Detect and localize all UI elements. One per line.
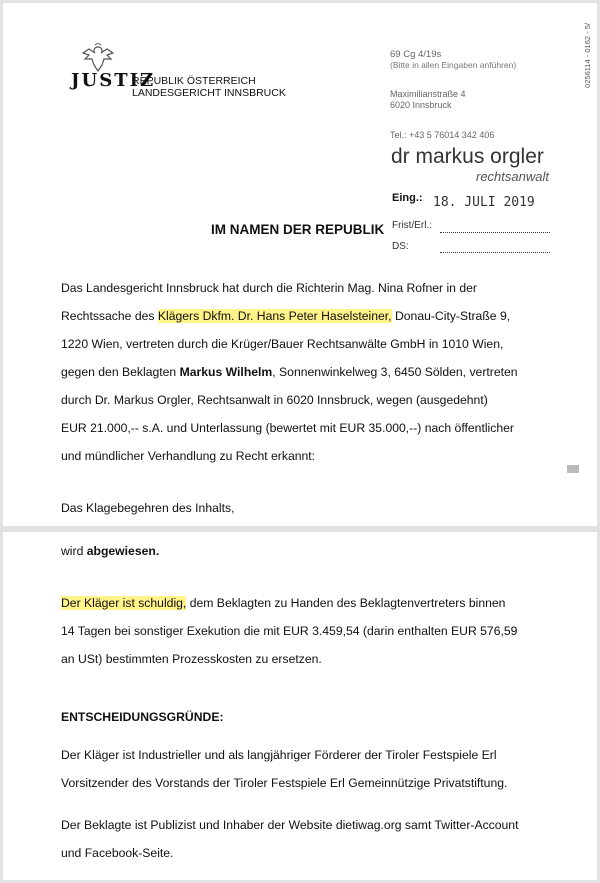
intro-text [61, 309, 510, 323]
intro-prefix: Rechtssache des [61, 309, 158, 323]
costs-line-3: an USt) bestimmten Prozesskosten zu ersetzen. [61, 652, 322, 666]
highlighted-plaintiff: Klägers Dkfm. Dr. Hans Peter Haselsteiner, [157, 309, 392, 323]
intro-text: Das Landesgericht Innsbruck hat durch die Richterin Mag. Nina Rofner in der [61, 281, 477, 295]
intro-suffix: Donau-City-Straße 9, [391, 309, 511, 323]
intro-line-1 [61, 281, 545, 295]
stamp-ds-label: DS: [392, 241, 409, 252]
stamp-ds-line [440, 252, 550, 253]
reasons-p2-line2: und Facebook-Seite. [61, 846, 174, 860]
highlighted-liability: Der Kläger ist schuldig, [61, 596, 187, 610]
stamp-received-date: 18. JULI 2019 [433, 195, 535, 210]
costs-text: dem Beklagten zu Handen des Beklagtenvertreters binnen [186, 596, 506, 610]
intro-line-6: EUR 21.000,-- s.A. und Unterlassung (bewertet mit EUR 35.000,--) nach öffentlicher [61, 421, 514, 435]
defendant-name: Markus Wilhelm [179, 365, 273, 379]
scan-smudge [567, 465, 579, 473]
intro-line-7: und mündlicher Verhandlung zu Recht erkannt: [61, 449, 316, 463]
intro-prefix: gegen den Beklagten [61, 365, 180, 379]
court-phone: Tel.: +43 5 76014 342 406 [390, 130, 495, 140]
costs-line-2: 14 Tagen bei sonstiger Exekution die mit EUR 3.459,54 (darin enthalten EUR 576,59 [61, 624, 518, 638]
intro-line-3: 1220 Wien, vertreten durch die Krüger/Bauer Rechtsanwälte GmbH in 1010 Wien, [61, 337, 504, 351]
case-number-note: (Bitte in allen Eingaben anführen) [390, 60, 517, 70]
intro-line-4 [61, 365, 518, 379]
intro-line-2 [61, 309, 545, 323]
reasons-heading: ENTSCHEIDUNGSGRÜNDE: [61, 710, 224, 724]
document-page-1 [3, 3, 597, 526]
court-address-city: 6020 Innsbruck [390, 100, 452, 110]
costs-line-1 [61, 596, 505, 610]
intro-suffix: , Sonnenwinkelweg 3, 6450 Sölden, vertreten [272, 365, 518, 379]
stamp-lawyer-name: dr markus orgler [391, 145, 544, 168]
stamp-deadline-label: Frist/Erl.: [392, 220, 432, 231]
claim-text: Das Klagebegehren des Inhalts, [61, 501, 235, 515]
intro-line-5: durch Dr. Markus Orgler, Rechtsanwalt in 6020 Innsbruck, wegen (ausgedehnt) [61, 393, 488, 407]
verdict-prefix: wird [61, 544, 87, 558]
verdict-result: abgewiesen. [86, 544, 160, 558]
stamp-lawyer-role: rechtsanwalt [476, 169, 549, 184]
side-reference-code: 0256114 - 0162 - 5/ [583, 23, 592, 88]
justiz-logo: JUSTIZ [71, 70, 156, 91]
verdict-line [61, 544, 159, 558]
reasons-p1-line2: Vorsitzender des Vorstands der Tiroler Festspiele Erl Gemeinnützige Privatstiftung. [61, 776, 508, 790]
court-address-street: Maximilianstraße 4 [390, 89, 466, 99]
court-name-line2: LANDESGERICHT INNSBRUCK [132, 87, 286, 99]
stamp-received-label: Eing.: [392, 192, 423, 204]
reasons-p1-line1: Der Kläger ist Industrieller und als langjähriger Förderer der Tiroler Festspiele Erl [61, 748, 497, 762]
court-name-line1: REPUBLIK ÖSTERREICH [132, 75, 256, 87]
stamp-deadline-line [440, 232, 550, 233]
reasons-p2-line1: Der Beklagte ist Publizist und Inhaber der Website dietiwag.org samt Twitter-Account [61, 818, 519, 832]
document-page-2 [3, 532, 597, 880]
document-title: IM NAMEN DER REPUBLIK [211, 222, 385, 237]
case-number: 69 Cg 4/19s [390, 49, 442, 60]
